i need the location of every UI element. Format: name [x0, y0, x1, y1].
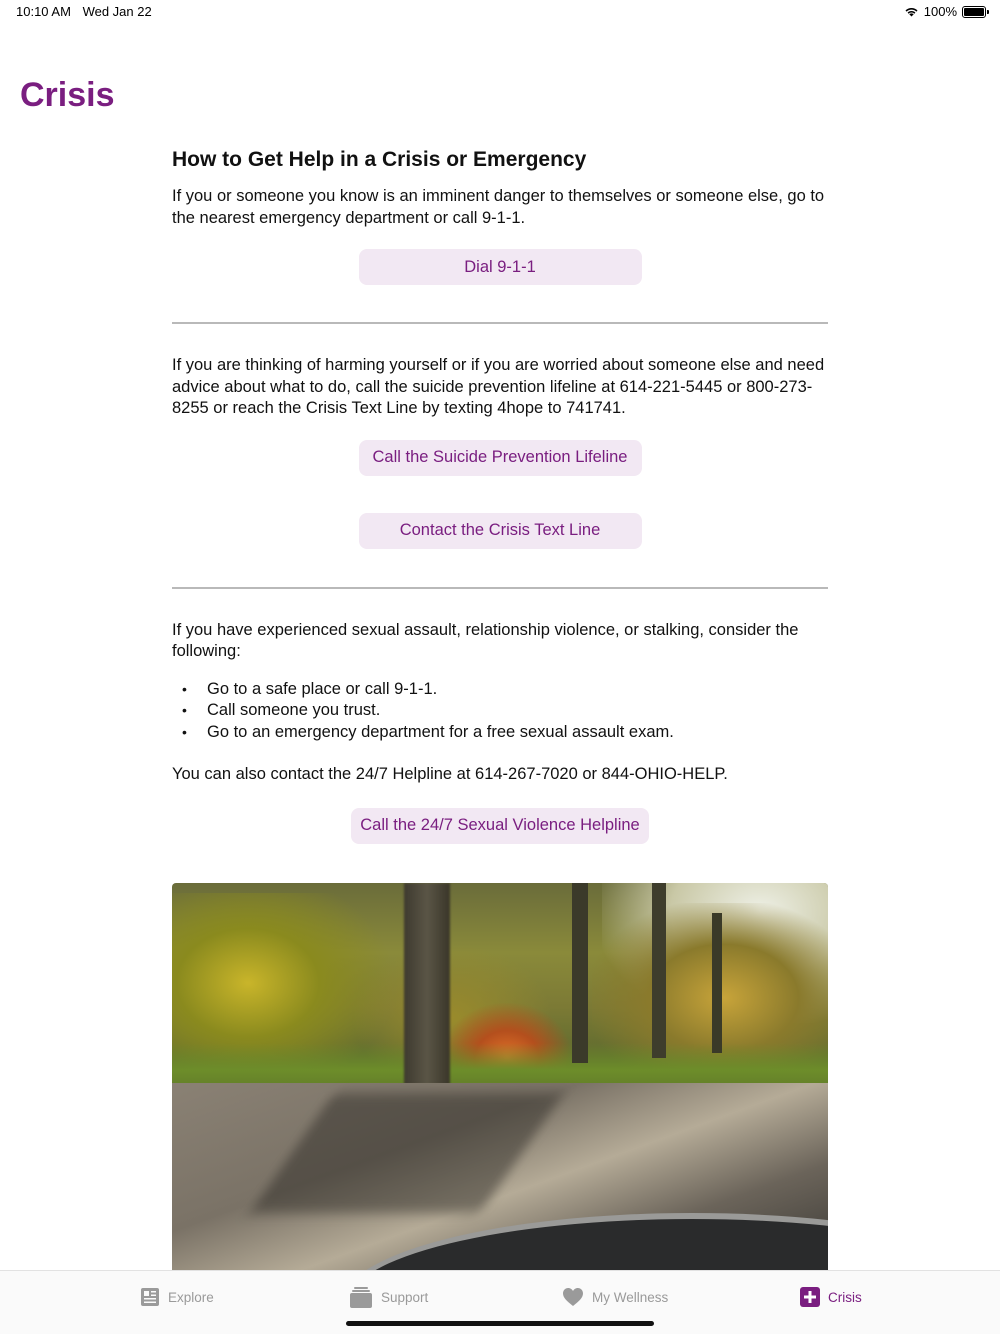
plus-square-icon	[800, 1287, 820, 1307]
call-lifeline-button[interactable]: Call the Suicide Prevention Lifeline	[359, 440, 642, 476]
divider	[172, 587, 828, 589]
list-item: • Go to an emergency department for a free sexual assault exam.	[172, 722, 828, 744]
tab-label: My Wellness	[592, 1289, 669, 1305]
list-item: • Go to a safe place or call 9-1-1.	[172, 679, 828, 701]
home-indicator[interactable]	[346, 1321, 654, 1326]
emergency-text: If you or someone you know is an imminent danger to themselves or someone else, go to the nearest emergency department or call 9-1-1.	[172, 187, 825, 227]
sexual-assault-text: If you have experienced sexual assault, relationship violence, or stalking, consider the following:	[172, 620, 799, 660]
tab-my-wellness[interactable]	[562, 1285, 668, 1309]
crisis-text-line-button[interactable]: Contact the Crisis Text Line	[359, 513, 642, 549]
status-left	[16, 4, 160, 19]
status-date: Wed Jan 22	[82, 4, 152, 19]
battery-percent: 100%	[923, 4, 957, 19]
lifeline-text: If you are thinking of harming yourself or if you are worried about someone else and need advice about what to do, call the suicide prevention lifeline at 614-221-5445 or 800-273-8255 or reach the Crisis Text Line by texting 4hope to 741741.	[172, 356, 825, 417]
sexual-violence-helpline-button[interactable]: Call the 24/7 Sexual Violence Helpline	[351, 808, 649, 844]
list-item: • Call someone you trust.	[172, 700, 828, 722]
battery-icon	[962, 6, 986, 18]
stack-icon	[349, 1285, 373, 1309]
campus-photo	[172, 883, 828, 1270]
crisis-content	[172, 144, 828, 844]
wifi-icon	[904, 6, 919, 17]
heart-icon	[562, 1287, 584, 1307]
tab-label: Support	[381, 1289, 429, 1305]
status-time: 10:10 AM	[16, 4, 71, 19]
section-heading: How to Get Help in a Crisis or Emergency	[172, 148, 587, 171]
page-title: Crisis	[20, 76, 115, 114]
helpline-text: You can also contact the 24/7 Helpline at 614-267-7020 or 844-OHIO-HELP.	[172, 765, 728, 783]
tab-label: Crisis	[828, 1289, 862, 1305]
advice-list	[172, 679, 828, 744]
divider	[172, 322, 828, 324]
newspaper-icon	[140, 1287, 160, 1307]
tab-crisis[interactable]	[800, 1285, 862, 1309]
tab-label: Explore	[168, 1289, 214, 1305]
status-bar	[0, 0, 1000, 24]
tab-explore[interactable]	[140, 1285, 214, 1309]
tab-support[interactable]	[349, 1285, 428, 1309]
dial-911-button[interactable]: Dial 9-1-1	[359, 249, 642, 285]
status-right	[904, 4, 986, 19]
